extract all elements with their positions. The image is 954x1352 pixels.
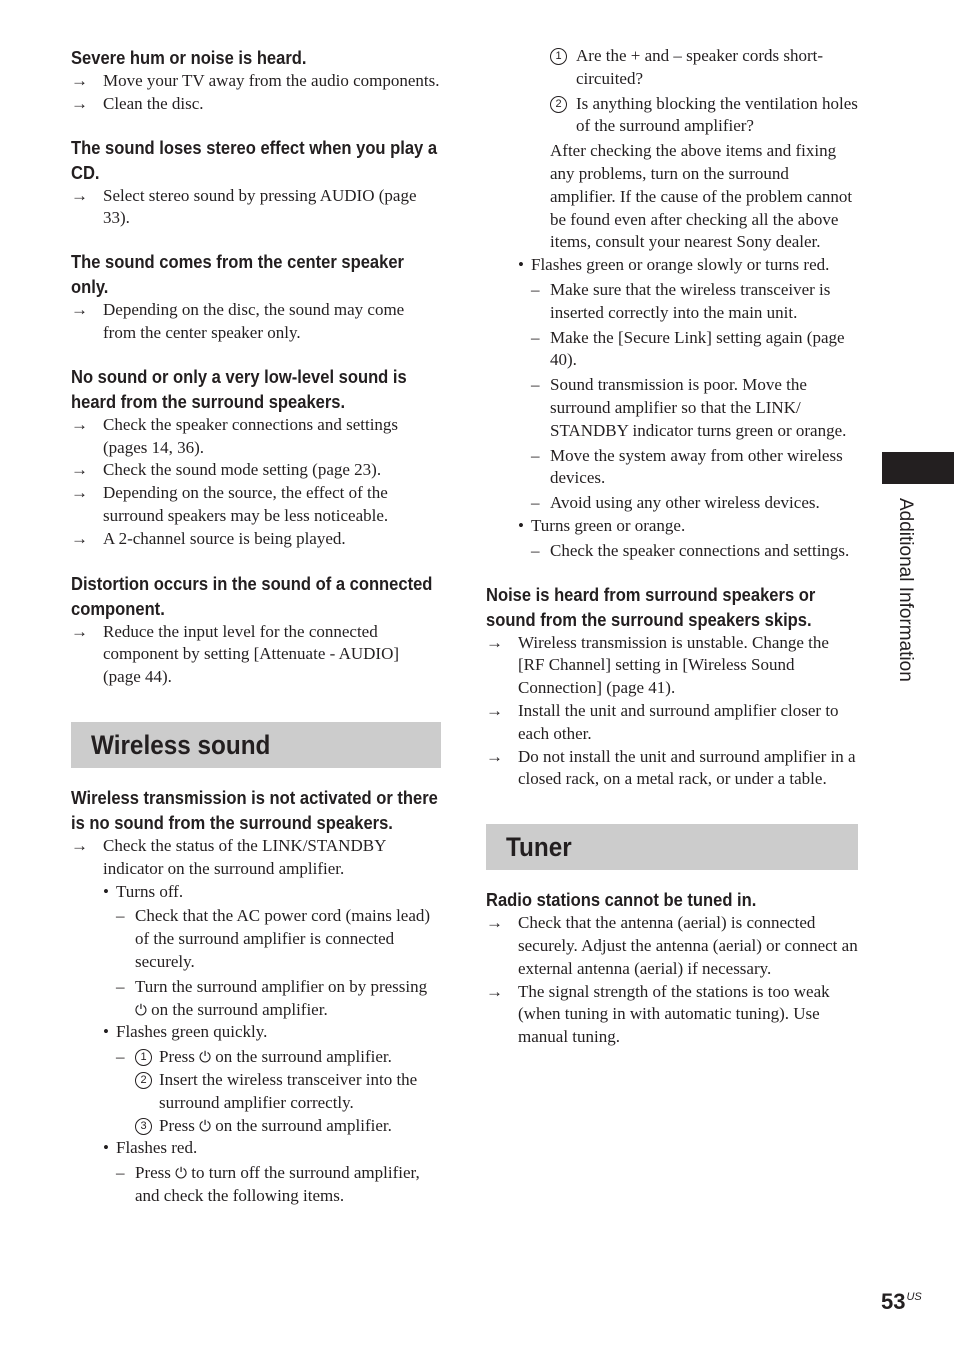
section-heading: The sound comes from the center speaker only. [71, 251, 404, 298]
numbered-check-text: Are the + and – speaker cords short-circuited? [576, 46, 824, 88]
arrow-item-text: Depending on the source, the effect of the surround speakers may be less noticeable. [103, 483, 389, 525]
arrow-item-text: Check the status of the LINK/STANDBY indicator on the surround amplifier. [103, 835, 386, 878]
arrow-item-text: Move your TV away from the audio components. [103, 71, 440, 90]
bullet-list-item [71, 1021, 441, 1044]
right-arrow-icon: → [71, 483, 88, 503]
arrow-item-text: Check the sound mode setting (page 23). [103, 460, 382, 480]
power-icon: ⏻ [135, 1000, 147, 1019]
dash-marker: – [531, 375, 540, 395]
section-side-label [893, 498, 917, 718]
bullet-item-text: Flashes green quickly. [116, 1022, 268, 1042]
dash-marker: – [531, 327, 540, 347]
bullet-icon: • [103, 1022, 109, 1042]
step-number-circle: 2 [550, 96, 567, 113]
page-number-value: 53 [881, 1289, 906, 1314]
bullet-item-text: Turns green or orange. [531, 515, 686, 535]
bullet-icon: • [103, 1138, 109, 1158]
arrow-item-text: Do not install the unit and surround amplifier in a closed rack, on a metal rack, or under a table. [518, 746, 856, 789]
right-arrow-icon: → [486, 913, 503, 933]
bullet-icon: • [518, 515, 524, 535]
arrow-item-text: Select stereo sound by pressing AUDIO (page 33). [103, 185, 417, 228]
dash-list-item [486, 492, 858, 515]
arrow-item-text: Clean the disc. [103, 93, 204, 113]
page-number [881, 1283, 922, 1316]
numbered-check-group [486, 45, 858, 138]
dash-list-item [486, 279, 858, 325]
right-arrow-icon: → [71, 185, 88, 205]
numbered-check-item [550, 45, 858, 91]
right-arrow-icon: → [71, 300, 88, 320]
arrow-item-text: Check that the antenna (aerial) is connected securely. Adjust the antenna (aerial) or connect an external antenna (aerial) if necessary. [518, 913, 858, 978]
step-number-circle: 1 [135, 1049, 152, 1066]
dash-item-text: Sound transmission is poor. Move the surround amplifier so that the LINK/ STANDBY indicator turns green or orange. [550, 375, 847, 440]
dash-marker: – [116, 1047, 125, 1067]
arrow-list-item [71, 93, 441, 116]
section-title: Tuner [506, 832, 572, 863]
dash-item-text: Avoid using any other wireless devices. [550, 493, 820, 513]
arrow-item-text: Wireless transmission is unstable. Change the [RF Channel] setting in [Wireless Sound Connection] (page 41). [518, 632, 829, 698]
dash-item-text: Press ⏻ to turn off the surround amplifier, and check the following items. [135, 1163, 420, 1205]
section-tab-marker [882, 452, 954, 484]
bullet-item-text: Flashes red. [116, 1138, 198, 1158]
dash-list-item [71, 905, 441, 973]
bullet-list-item [71, 881, 441, 904]
right-arrow-icon: → [71, 621, 88, 641]
arrow-list-item [486, 746, 858, 792]
arrow-list-item [486, 981, 858, 1049]
section-title-band [486, 824, 858, 870]
numbered-step-text: Insert the wireless transceiver into the surround amplifier correctly. [159, 1069, 418, 1112]
right-arrow-icon: → [71, 414, 88, 434]
numbered-step-group [71, 1046, 441, 1137]
step-number-circle: 2 [135, 1072, 152, 1089]
section-heading: Severe hum or noise is heard. [71, 47, 307, 68]
right-arrow-icon: → [71, 71, 88, 90]
bullet-icon: • [518, 255, 524, 275]
numbered-step [135, 1046, 441, 1069]
arrow-item-text: Check the speaker connections and settings (pages 14, 36). [103, 414, 399, 457]
arrow-item-text: Reduce the input level for the connected component by setting [Attenuate - AUDIO] (page 44). [103, 621, 400, 687]
section-heading: The sound loses stereo effect when you play a CD. [71, 136, 438, 183]
arrow-list-item [71, 482, 441, 528]
step-number-circle: 3 [135, 1118, 152, 1135]
dash-list-item [71, 1162, 441, 1208]
bullet-list-item [486, 515, 858, 538]
dash-marker: – [531, 279, 540, 299]
arrow-item-text: The signal strength of the stations is too weak (when tuning in with automatic tuning). Use manual tuning. [518, 981, 830, 1047]
dash-list-item [486, 540, 858, 563]
bullet-list-item [486, 254, 858, 277]
dash-marker: – [116, 1163, 125, 1183]
arrow-item-text: A 2-channel source is being played. [103, 528, 346, 548]
dash-marker: – [116, 906, 125, 926]
dash-list-item [486, 327, 858, 373]
power-icon: ⏻ [175, 1164, 188, 1183]
right-arrow-icon: → [486, 700, 503, 720]
section-heading: Wireless transmission is not activated or there is no sound from the surround speakers. [71, 786, 438, 833]
right-arrow-icon: → [71, 93, 88, 113]
numbered-step [135, 1069, 441, 1115]
bullet-item-text: Turns off. [116, 881, 184, 901]
dash-list-item [71, 976, 441, 1022]
right-arrow-icon: → [71, 835, 88, 855]
arrow-item-text: Install the unit and surround amplifier closer to each other. [518, 700, 839, 743]
right-column [486, 45, 858, 1049]
arrow-list-item [71, 528, 441, 551]
section-title: Wireless sound [91, 729, 271, 760]
section-heading: Distortion occurs in the sound of a connected component. [71, 572, 433, 619]
dash-list-item [486, 374, 858, 442]
numbered-step [135, 1115, 441, 1138]
dash-item-text: Check the speaker connections and settings. [550, 540, 850, 560]
arrow-list-item [71, 70, 441, 93]
arrow-list-item [71, 621, 441, 689]
power-icon: ⏻ [199, 1048, 212, 1067]
page-number-region: US [906, 1291, 922, 1303]
arrow-list-item [486, 912, 858, 980]
bullet-list-item [71, 1137, 441, 1160]
numbered-step-text: Press ⏻ on the surround amplifier. [159, 1047, 392, 1067]
section-heading: Radio stations cannot be tuned in. [486, 889, 757, 911]
section-heading: Noise is heard from surround speakers or sound from the surround speakers skips. [486, 583, 816, 630]
numbered-check-text: Is anything blocking the ventilation holes of the surround amplifier? [576, 93, 858, 136]
arrow-item-text: Depending on the disc, the sound may come from the center speaker only. [103, 300, 405, 342]
power-icon: ⏻ [199, 1116, 212, 1135]
arrow-list-item [71, 414, 441, 460]
arrow-list-item [486, 632, 858, 700]
step-number-circle: 1 [550, 48, 567, 65]
left-column [71, 45, 441, 1208]
numbered-check-item [550, 93, 858, 139]
dash-item-text: Make the [Secure Link] setting again (page 40). [550, 327, 845, 370]
dash-marker: – [531, 445, 540, 465]
numbered-step-text: Press ⏻ on the surround amplifier. [159, 1115, 392, 1135]
bullet-item-text: Flashes green or orange slowly or turns red. [531, 255, 830, 275]
dash-item-text: Make sure that the wireless transceiver is inserted correctly into the main unit. [550, 279, 831, 322]
dash-item-text: Check that the AC power cord (mains lead) of the surround amplifier is connected securely. [135, 906, 431, 971]
dash-item-text: Move the system away from other wireless devices. [550, 445, 843, 488]
dash-marker: – [116, 976, 125, 996]
arrow-list-item [71, 835, 441, 881]
right-arrow-icon: → [71, 460, 88, 480]
section-title-band [71, 722, 441, 768]
bullet-icon: • [103, 881, 109, 901]
dash-item-text: Turn the surround amplifier on by pressing ⏻ on the surround amplifier. [135, 976, 428, 1019]
right-arrow-icon: → [486, 746, 503, 766]
right-arrow-icon: → [71, 528, 88, 548]
right-arrow-icon: → [486, 981, 503, 1001]
arrow-list-item [486, 700, 858, 746]
right-arrow-icon: → [486, 632, 503, 652]
arrow-list-item [71, 459, 441, 482]
section-heading: No sound or only a very low-level sound is heard from the surround speakers. [71, 365, 407, 412]
section-side-label-text: Additional Information [895, 498, 916, 682]
dash-marker: – [531, 540, 540, 560]
arrow-list-item [71, 185, 441, 231]
arrow-list-item [71, 299, 441, 345]
dash-list-item [486, 445, 858, 491]
dash-marker: – [531, 493, 540, 513]
explanatory-paragraph: After checking the above items and fixing any problems, turn on the surround amplifier. If the cause of the problem cannot be found even after checking all the above items, consult your nearest Sony dealer. [550, 141, 853, 252]
